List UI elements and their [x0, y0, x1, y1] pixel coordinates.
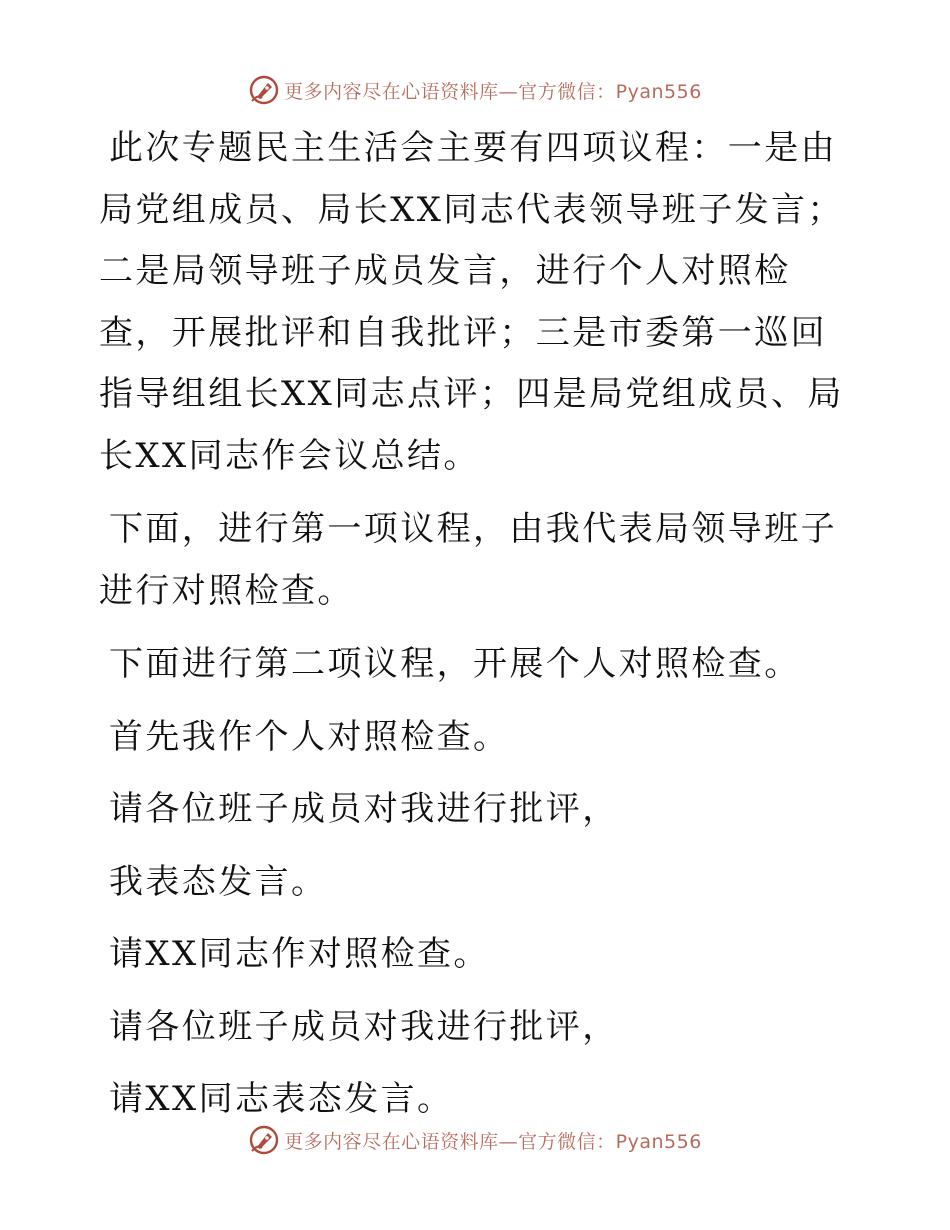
watermark-text: 更多内容尽在心语资料库—官方微信：Pyan556 [284, 1130, 702, 1153]
paragraph-agenda: 此次专题民主生活会主要有四项议程：一是由局党组成员、局长XX同志代表领导班子发言；二是局领导班子成员发言，进行个人对照检查，开展批评和自我批评；三是市委第一巡回指导组组长XX同志点评；四是局党组成员、局长XX同志作会议总结。 [99, 128, 844, 476]
paragraph-self-check: 首先我作个人对照检查。 [109, 716, 510, 757]
paragraph-xx-check: 请XX同志作对照检查。 [109, 934, 490, 974]
document-body [99, 118, 859, 1131]
pen-nib-circle-icon [248, 1124, 280, 1156]
paragraph-xx-statement: 请XX同志表态发言。 [109, 1079, 454, 1119]
watermark-text: 更多内容尽在心语资料库—官方微信：Pyan556 [284, 80, 702, 103]
paragraph-request-criticism: 请各位班子成员对我进行批评， [109, 789, 619, 829]
footer-watermark [0, 1122, 950, 1158]
header-watermark [0, 72, 950, 108]
pen-nib-circle-icon [248, 74, 280, 106]
paragraph-first-item: 下面，进行第一项议程，由我代表局领导班子进行对照检查。 [99, 509, 837, 611]
paragraph-statement: 我表态发言。 [109, 861, 328, 902]
paragraph-request-criticism-2: 请各位班子成员对我进行批评， [109, 1006, 619, 1047]
paragraph-second-item: 下面进行第二项议程，开展个人对照检查。 [109, 644, 801, 684]
